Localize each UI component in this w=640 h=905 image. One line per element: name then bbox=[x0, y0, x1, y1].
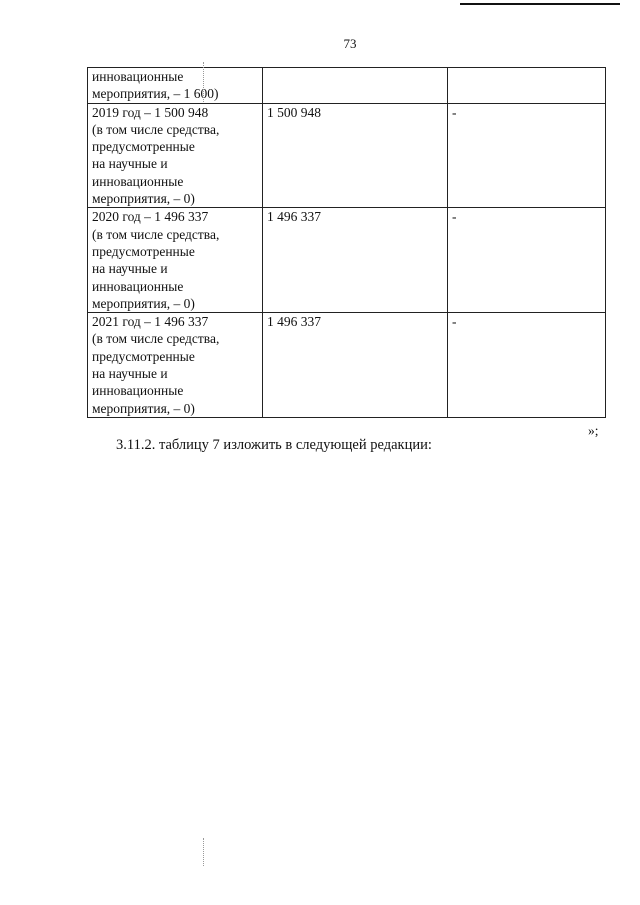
cell-line: предусмотренные bbox=[92, 139, 195, 155]
cell-line: на научные и bbox=[92, 366, 168, 382]
table-cell-amount: 1 500 948 bbox=[263, 103, 448, 208]
table-cell-amount bbox=[263, 68, 448, 104]
cell-line: инновационные bbox=[92, 69, 184, 84]
table-row bbox=[88, 313, 606, 418]
table-cell-period bbox=[88, 68, 263, 104]
table-cell-amount: 1 496 337 bbox=[263, 208, 448, 313]
cell-line: 2021 год – 1 496 337 bbox=[92, 314, 209, 330]
cell-line: (в том числе средства, bbox=[92, 226, 220, 242]
cell-line: 2020 год – 1 496 337 bbox=[92, 209, 209, 225]
amendment-paragraph: 3.11.2. таблицу 7 изложить в следующей редакции: bbox=[116, 437, 432, 453]
cell-line: (в том числе средства, bbox=[92, 121, 220, 137]
cell-line: мероприятия, – 1 600) bbox=[92, 86, 219, 102]
closing-quote: »; bbox=[588, 423, 599, 438]
table-cell-other: - bbox=[448, 103, 606, 208]
cell-line: мероприятия, – 0) bbox=[92, 295, 195, 311]
cell-line: на научные и bbox=[92, 261, 168, 277]
cell-line: инновационные bbox=[92, 278, 184, 294]
table-cell-other: - bbox=[448, 208, 606, 313]
table-cell-other bbox=[448, 68, 606, 104]
table-row bbox=[88, 103, 606, 208]
table-cell-other: - bbox=[448, 313, 606, 418]
table-cell-amount: 1 496 337 bbox=[263, 313, 448, 418]
funding-table bbox=[87, 67, 606, 418]
cell-line: инновационные bbox=[92, 173, 184, 189]
scan-fold-mark bbox=[203, 838, 204, 866]
cell-line: предусмотренные bbox=[92, 243, 195, 259]
table-cell-period bbox=[88, 313, 263, 418]
cell-line: на научные и bbox=[92, 156, 168, 172]
page-number: 73 bbox=[343, 36, 357, 51]
header-rule bbox=[460, 3, 620, 5]
cell-line: предусмотренные bbox=[92, 348, 195, 364]
cell-line: (в том числе средства, bbox=[92, 331, 220, 347]
table-cell-period bbox=[88, 103, 263, 208]
cell-line: 2019 год – 1 500 948 bbox=[92, 104, 209, 120]
table-cell-period bbox=[88, 208, 263, 313]
cell-line: мероприятия, – 0) bbox=[92, 400, 195, 416]
table-row bbox=[88, 68, 606, 104]
cell-line: мероприятия, – 0) bbox=[92, 191, 195, 207]
cell-line: инновационные bbox=[92, 383, 184, 399]
scan-fold-mark bbox=[203, 62, 204, 102]
table-row bbox=[88, 208, 606, 313]
